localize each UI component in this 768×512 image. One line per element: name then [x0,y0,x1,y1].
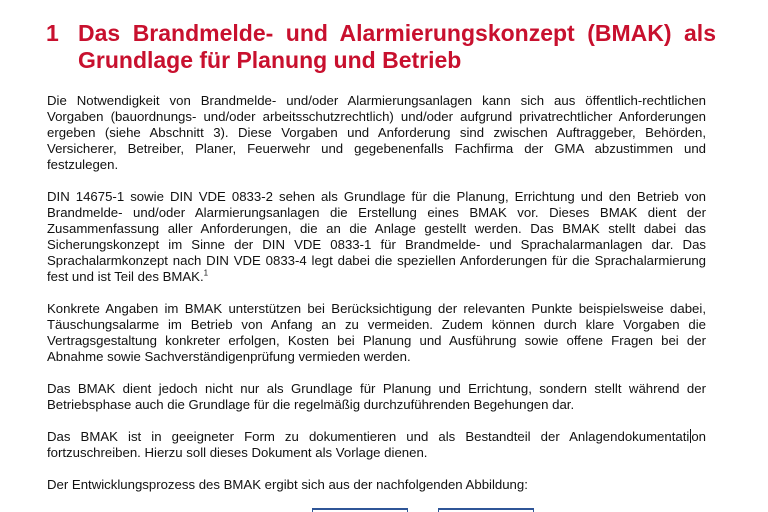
paragraph-text: Konkrete Angaben im BMAK unterstützen bei Berücksichtigung der relevanten Punkte beispielsweise dabei, Täuschungsalarme im Betrieb von Anfang an zu vermeiden. Zudem können durch klare Vorgaben die Vertragsgestaltung konkreter erfolgen, Kosten bei Planung und Ausführung sowie offene Fragen bei der Abnahme sowie Sachverständigenprüfung vermieden werden. [47,301,706,364]
paragraph-operation-phase [47,381,706,413]
section-heading [46,20,716,74]
paragraph-requirements [47,93,706,173]
section-number: 1 [46,20,59,46]
paragraph-text: Das BMAK dient jedoch nicht nur als Grundlage für Planung und Errichtung, sondern stellt während der Betriebsphase auch die Grundlage für die regelmäßig durchzuführenden Begehungen dar. [47,381,706,412]
paragraph-text-continued: on fortzuschreiben. Hierzu soll dieses Dokument als Vorlage dienen. [47,429,706,460]
figure-box-left [312,508,408,512]
footnote-marker[interactable]: 1 [203,268,209,278]
paragraph-figure-intro [47,477,706,493]
paragraph-text: Das BMAK ist in geeigneter Form zu dokumentieren und als Bestandteil der Anlagendokumentati [47,429,690,444]
paragraph-text: Der Entwicklungsprozess des BMAK ergibt sich aus der nachfolgenden Abbildung: [47,477,528,492]
paragraph-benefits [47,301,706,365]
paragraph-din-standards [47,189,706,285]
paragraph-text: DIN 14675-1 sowie DIN VDE 0833-2 sehen als Grundlage für die Planung, Errichtung und den Betrieb von Brandmelde- und/oder Alarmierungsanlagen die Erstellung eines BMAK vor. Dieses BMAK dient der Zusammenfassung aller Anforderungen, die an die Anlage gestellt werden. Das BMAK stellt dabei das Sicherungskonzept im Sinne der DIN VDE 0833-1 für Brandmelde- und Sprachalarmanlagen dar. Das Sprachalarmkonzept nach DIN VDE 0833-4 legt dabei die speziellen Anforderungen für die Sprachalarmierung fest und ist Teil des BMAK. [47,189,706,284]
figure-box-right [438,508,534,512]
paragraph-documentation[interactable] [47,429,706,461]
paragraph-text: Die Notwendigkeit von Brandmelde- und/oder Alarmierungsanlagen kann sich aus öffentlich-rechtlichen Vorgaben (bauordnungs- und/oder arbeitsschutzrechtlich) und/oder aufgrund privatrechtlicher Anforderungen ergeben (siehe Abschnitt 3). Diese Vorgaben und Anforderung sind zwischen Auftraggeber, Behörden, Versicherer, Betreiber, Planer, Feuerwehr und gegebenenfalls Fachfirma der GMA abzustimmen und festzulegen. [47,93,706,172]
section-title: Das Brandmelde- und Alarmierungskonzept (BMAK) als Grundlage für Planung und Betrieb [78,20,716,73]
